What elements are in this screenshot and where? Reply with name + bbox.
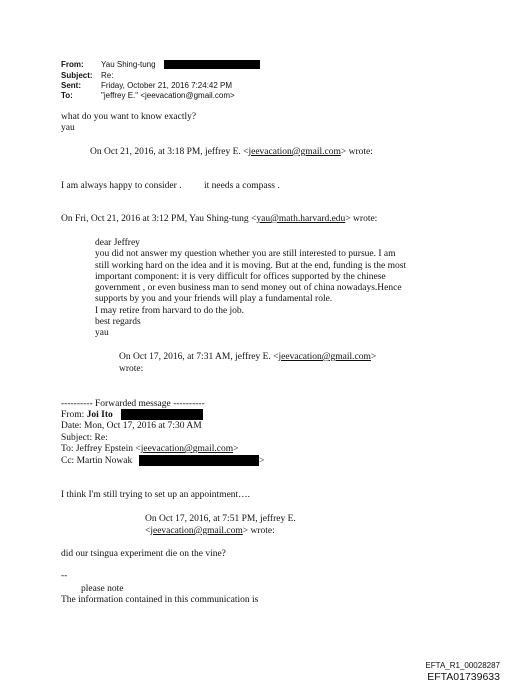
email-link[interactable]: jeevacation@gmail.com [150, 526, 243, 536]
quote-header-4-email: <jeevacation@gmail.com> wrote: [145, 526, 275, 536]
ref-number-large: EFTA01739633 [427, 671, 500, 683]
joi-line: I think I'm still trying to set up an appointment…. [61, 490, 251, 500]
forwarded-header: ---------- Forwarded message ---------- [61, 399, 205, 409]
quoted-message-yau [95, 238, 425, 340]
quoted-line: still working hard on the idea and it is moving. But at the end, funding is the most [95, 260, 407, 271]
quote-header-4: On Oct 17, 2016, at 7:51 PM, jeffrey E. [145, 514, 296, 524]
please-note: please note [81, 584, 124, 594]
fwd-from: From: Joi Ito [61, 410, 113, 420]
fwd-cc-bracket: > [259, 456, 265, 466]
ref-number-small: EFTA_R1_00028287 [425, 661, 500, 670]
email-link[interactable]: jeevacation@gmail.com [248, 147, 341, 157]
from-value: Yau Shing-tung [101, 60, 156, 69]
reply-consider: I am always happy to consider . [61, 181, 182, 191]
fwd-date: Date: Mon, Oct 17, 2016 at 7:30 AM [61, 421, 202, 431]
quoted-line: best regards [95, 317, 141, 328]
subject-value: Re: [101, 71, 114, 80]
quote-header-2: On Fri, Oct 21, 2016 at 3:12 PM, Yau Shing-tung <yau@math.harvard.edu> wrote: [61, 214, 378, 224]
sent-label: Sent: [61, 81, 81, 90]
quoted-line: government , or even business man to send money out of china nowadays.Hence [95, 283, 402, 294]
quoted-line: important component: it is very difficult for offices supported by the chinese [95, 271, 386, 282]
body-line-signature: yau [61, 123, 75, 133]
sent-value: Friday, October 21, 2016 7:24:42 PM [101, 81, 233, 90]
quote-header-1: On Oct 21, 2016, at 3:18 PM, jeffrey E. <jeevacation@gmail.com> wrote: [90, 147, 373, 157]
info-line: The information contained in this communication is [61, 595, 259, 605]
email-link[interactable]: jeevacation@gmail.com [278, 352, 371, 362]
quote-header-3: On Oct 17, 2016, at 7:31 AM, jeffrey E. <jeevacation@gmail.com> [119, 352, 377, 362]
fwd-subject: Subject: Re: [61, 433, 108, 443]
to-label: To: [61, 91, 73, 100]
from-label: From: [61, 60, 84, 69]
quoted-line: you did not answer my question whether you are still interested to pursue. I am [95, 249, 396, 260]
redaction-bar [164, 60, 260, 69]
email-link[interactable]: yau@math.harvard.edu [256, 214, 346, 224]
email-link[interactable]: jeevacation@gmail.com [140, 444, 234, 454]
subject-label: Subject: [61, 71, 93, 80]
reply-compass: it needs a compass . [204, 181, 280, 191]
to-value: "jeffrey E." <jeevacation@gmail.com> [101, 91, 235, 100]
redaction-bar [139, 455, 259, 466]
quoted-line: I may retire from harvard to do the job. [95, 305, 245, 316]
quoted-line: supports by you and your friends will play a fundamental role. [95, 294, 333, 305]
body-line-question: what do you want to know exactly? [61, 112, 197, 122]
fwd-cc: Cc: Martin Nowak [61, 456, 133, 466]
quote-header-3-wrote: wrote: [119, 364, 144, 374]
signature-dash: -- [61, 571, 68, 581]
tsingua-line: did our tsingua experiment die on the vine? [61, 549, 226, 559]
quoted-line: yau [95, 328, 109, 339]
redaction-bar [121, 409, 203, 420]
fwd-to: To: Jeffrey Epstein <jeevacation@gmail.com> [61, 444, 239, 454]
quoted-line: dear Jeffrey [95, 238, 140, 248]
